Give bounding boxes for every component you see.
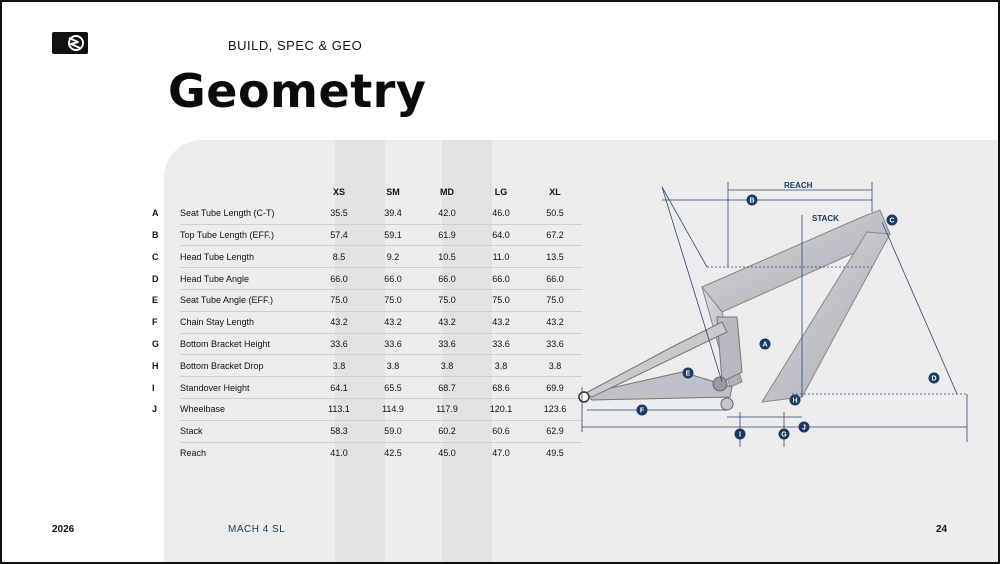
row-value: 59.1	[366, 224, 420, 246]
section-label: BUILD, SPEC & GEO	[228, 38, 363, 53]
row-letter: J	[152, 404, 158, 415]
footer-year: 2026	[52, 524, 75, 535]
row-value: 13.5	[528, 246, 582, 268]
row-label: Wheelbase	[180, 398, 312, 420]
svg-text:G: G	[781, 431, 787, 439]
row-value: 45.0	[438, 447, 456, 458]
marker-d	[929, 373, 940, 384]
row-value: 33.6	[420, 333, 474, 355]
row-value: 120.1	[474, 398, 528, 420]
marker-b	[747, 195, 758, 206]
row-value: 68.7	[420, 377, 474, 399]
row-letter: I	[152, 382, 155, 393]
table-row	[146, 333, 582, 355]
row-letter: B	[152, 229, 159, 240]
row-value: 41.0	[330, 447, 348, 458]
table-row	[146, 377, 582, 399]
row-label: Bottom Bracket Drop	[180, 355, 312, 377]
brand-logo	[52, 32, 88, 54]
row-label: Head Tube Angle	[180, 268, 312, 290]
row-value: 68.6	[474, 377, 528, 399]
row-value: 66.0	[420, 268, 474, 290]
stack-label: STACK	[812, 214, 839, 223]
row-value: 35.5	[312, 203, 366, 224]
svg-text:H: H	[792, 397, 798, 405]
svg-text:B: B	[749, 197, 755, 205]
row-value: 66.0	[366, 268, 420, 290]
row-label: Seat Tube Length (C-T)	[180, 203, 312, 224]
row-value: 50.5	[528, 203, 582, 224]
svg-text:J: J	[802, 424, 806, 432]
row-value: 46.0	[474, 203, 528, 224]
row-value: 114.9	[366, 398, 420, 420]
row-value: 67.2	[528, 224, 582, 246]
row-letter: G	[152, 338, 160, 349]
row-value: 3.8	[528, 355, 582, 377]
row-value: 66.0	[528, 268, 582, 290]
row-value: 58.3	[312, 420, 366, 442]
row-value: 43.2	[528, 311, 582, 333]
row-value: 10.5	[420, 246, 474, 268]
row-value: 69.9	[528, 377, 582, 399]
row-value: 61.9	[420, 224, 474, 246]
row-value: 42.5	[384, 447, 402, 458]
table-row	[146, 224, 582, 246]
row-label: Reach	[180, 447, 207, 458]
row-value: 75.0	[420, 289, 474, 311]
row-value: 43.2	[366, 311, 420, 333]
diagram-markers	[637, 195, 940, 440]
row-label: Standover Height	[180, 377, 312, 399]
row-value: 75.0	[312, 289, 366, 311]
row-value: 64.0	[474, 224, 528, 246]
row-value: 62.9	[528, 420, 582, 442]
row-value: 33.6	[312, 333, 366, 355]
row-value: 42.0	[420, 203, 474, 224]
row-letter: C	[152, 251, 159, 262]
size-header: XS	[332, 187, 345, 198]
row-value: 117.9	[420, 398, 474, 420]
size-header: LG	[494, 187, 508, 198]
row-value: 3.8	[474, 355, 528, 377]
table-body	[146, 203, 582, 464]
svg-text:C: C	[889, 217, 895, 225]
row-value: 65.5	[366, 377, 420, 399]
row-value: 75.0	[474, 289, 528, 311]
table-row	[146, 355, 582, 377]
table-row	[146, 246, 582, 268]
row-value: 9.2	[366, 246, 420, 268]
row-value: 113.1	[312, 398, 366, 420]
marker-a	[760, 339, 771, 350]
reach-label: REACH	[784, 181, 813, 190]
marker-h	[790, 395, 801, 406]
row-value: 33.6	[474, 333, 528, 355]
row-value: 66.0	[474, 268, 528, 290]
row-value: 43.2	[420, 311, 474, 333]
row-value: 59.0	[366, 420, 420, 442]
row-letter	[146, 442, 180, 463]
footer-model: MACH 4 SL	[228, 524, 286, 535]
table-row	[146, 311, 582, 333]
row-value: 43.2	[474, 311, 528, 333]
svg-text:I: I	[739, 431, 741, 439]
table-row	[146, 203, 582, 224]
marker-g	[779, 429, 790, 440]
size-header: XL	[549, 187, 561, 198]
row-value: 60.2	[420, 420, 474, 442]
bike-geometry-diagram	[562, 172, 982, 462]
row-label: Chain Stay Length	[180, 311, 312, 333]
row-letter: E	[152, 295, 159, 306]
page-title: Geometry	[168, 64, 427, 118]
marker-e	[683, 368, 694, 379]
marker-i	[735, 429, 746, 440]
table-header-row	[146, 182, 582, 203]
row-letter: D	[152, 273, 159, 284]
row-value: 57.4	[312, 224, 366, 246]
svg-text:D: D	[931, 375, 937, 383]
geometry-table	[146, 182, 582, 463]
row-label: Seat Tube Angle (EFF.)	[180, 289, 312, 311]
row-value: 60.6	[474, 420, 528, 442]
bike-frame	[579, 210, 890, 410]
row-value: 47.0	[492, 447, 510, 458]
row-label: Top Tube Length (EFF.)	[180, 224, 312, 246]
row-value: 123.6	[528, 398, 582, 420]
row-value: 64.1	[312, 377, 366, 399]
row-value: 33.6	[366, 333, 420, 355]
table-row	[146, 268, 582, 290]
row-value: 11.0	[474, 246, 528, 268]
row-value: 75.0	[528, 289, 582, 311]
row-value: 66.0	[312, 268, 366, 290]
table-row	[146, 442, 582, 463]
row-value: 8.5	[312, 246, 366, 268]
page-number: 24	[936, 524, 948, 535]
brand-logo-icon	[52, 32, 88, 54]
row-label: Stack	[180, 420, 312, 442]
row-value: 33.6	[528, 333, 582, 355]
marker-c	[887, 215, 898, 226]
row-value: 3.8	[420, 355, 474, 377]
table-row	[146, 398, 582, 420]
row-value: 39.4	[366, 203, 420, 224]
table-row	[146, 420, 582, 442]
marker-j	[799, 422, 810, 433]
row-value: 75.0	[366, 289, 420, 311]
row-value: 43.2	[312, 311, 366, 333]
size-header: MD	[440, 187, 454, 198]
row-letter: F	[152, 317, 158, 328]
row-letter: A	[152, 208, 159, 219]
size-header: SM	[386, 187, 400, 198]
marker-f	[637, 405, 648, 416]
svg-text:F: F	[639, 407, 645, 415]
table-row	[146, 289, 582, 311]
svg-text:E: E	[685, 370, 691, 378]
row-label: Bottom Bracket Height	[180, 333, 312, 355]
row-letter	[146, 420, 180, 442]
row-value: 49.5	[546, 447, 564, 458]
svg-text:A: A	[762, 341, 768, 349]
row-label: Head Tube Length	[180, 246, 312, 268]
row-value: 3.8	[366, 355, 420, 377]
row-value: 3.8	[312, 355, 366, 377]
row-letter: H	[152, 360, 159, 371]
